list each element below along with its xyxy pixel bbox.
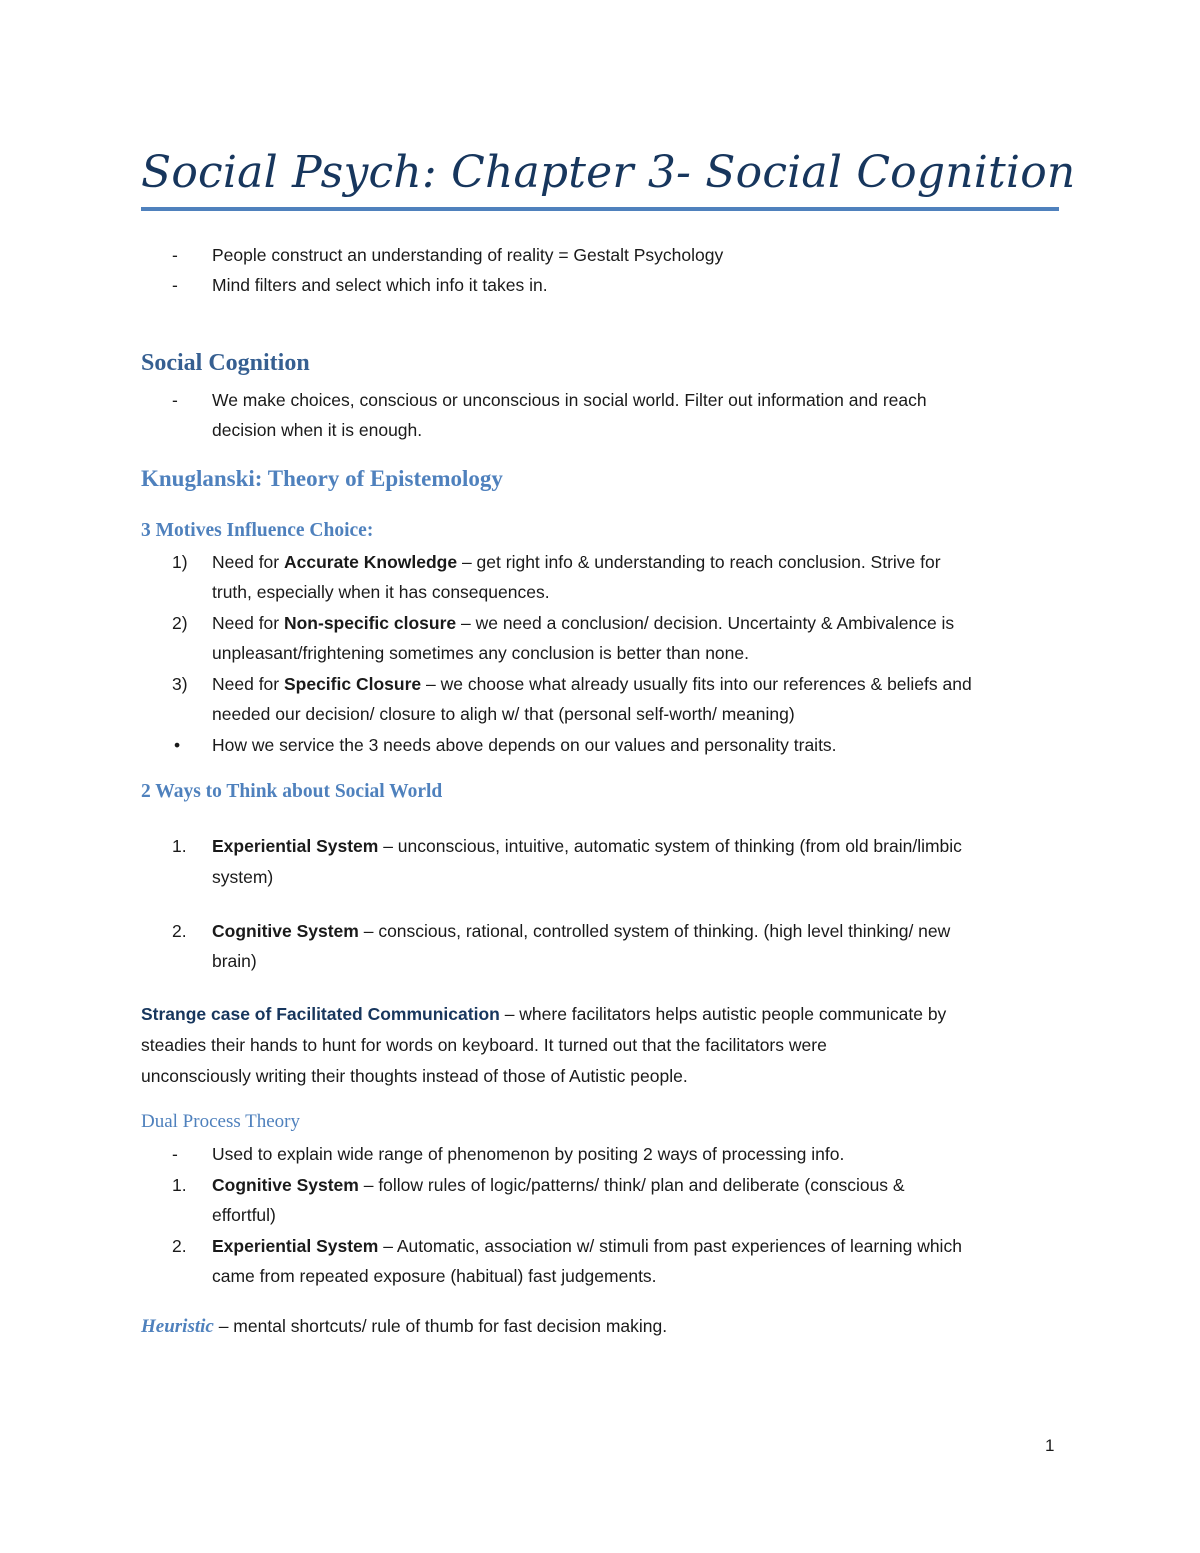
number-marker: 1) bbox=[172, 552, 188, 572]
paragraph-text: – where facilitators helps autistic people communicate by bbox=[499, 1004, 947, 1024]
intro-text: Mind filters and select which info it takes in. bbox=[212, 275, 548, 295]
item-text: – conscious, rational, controlled system of thinking. (high level thinking/ new bbox=[358, 921, 951, 941]
heading-two-ways: 2 Ways to Think about Social World bbox=[141, 781, 443, 802]
item-prefix: Need for bbox=[212, 552, 284, 572]
heading-three-motives: 3 Motives Influence Choice: bbox=[141, 520, 374, 541]
item-prefix: Need for bbox=[212, 613, 284, 633]
paragraph-text: unconsciously writing their thoughts instead of those of Autistic people. bbox=[141, 1066, 688, 1086]
item-text: – Automatic, association w/ stimuli from past experiences of learning which bbox=[378, 1236, 962, 1256]
heuristic-term: Heuristic bbox=[141, 1316, 214, 1337]
item-text: – we choose what already usually fits into our references & beliefs and bbox=[421, 674, 972, 694]
number-marker: 1. bbox=[172, 1175, 187, 1195]
item-term: Cognitive System bbox=[212, 921, 359, 941]
item-text: Used to explain wide range of phenomenon by positing 2 ways of processing info. bbox=[212, 1144, 845, 1164]
bullet-marker: • bbox=[174, 735, 181, 755]
item-term: Cognitive System bbox=[212, 1175, 359, 1195]
dash-marker: - bbox=[172, 1144, 178, 1164]
item-text: truth, especially when it has consequences. bbox=[212, 582, 550, 602]
facilitated-term: Strange case of Facilitated Communication bbox=[141, 1004, 500, 1024]
title-underline-rule bbox=[141, 207, 1059, 211]
paragraph-text: steadies their hands to hunt for words on keyboard. It turned out that the facilitators were bbox=[141, 1035, 827, 1055]
heading-knuglanski: Knuglanski: Theory of Epistemology bbox=[141, 466, 503, 491]
number-marker: 1. bbox=[172, 836, 187, 856]
page-number: 1 bbox=[1045, 1436, 1055, 1455]
dash-marker: - bbox=[172, 245, 178, 265]
document-title: Social Psych: Chapter 3- Social Cognition bbox=[141, 147, 1076, 198]
heading-dual-process: Dual Process Theory bbox=[141, 1111, 301, 1132]
number-marker: 2) bbox=[172, 613, 188, 633]
item-text: system) bbox=[212, 867, 274, 887]
item-text: needed our decision/ closure to aligh w/ that (personal self-worth/ meaning) bbox=[212, 704, 795, 724]
item-text: – get right info & understanding to reach conclusion. Strive for bbox=[457, 552, 941, 572]
item-text: – we need a conclusion/ decision. Uncertainty & Ambivalence is bbox=[456, 613, 955, 633]
number-marker: 2. bbox=[172, 921, 187, 941]
item-text: We make choices, conscious or unconscious in social world. Filter out information and reach bbox=[212, 390, 927, 410]
item-prefix: Need for bbox=[212, 674, 284, 694]
item-term: Experiential System bbox=[212, 836, 379, 856]
dash-marker: - bbox=[172, 390, 178, 410]
item-term: Specific Closure bbox=[283, 674, 422, 694]
item-term: Non-specific closure bbox=[283, 613, 457, 633]
item-text: – unconscious, intuitive, automatic system of thinking (from old brain/limbic bbox=[378, 836, 962, 856]
number-marker: 2. bbox=[172, 1236, 187, 1256]
item-text: – follow rules of logic/patterns/ think/ plan and deliberate (conscious & bbox=[358, 1175, 905, 1195]
number-marker: 3) bbox=[172, 674, 188, 694]
intro-text: People construct an understanding of reality = Gestalt Psychology bbox=[212, 245, 724, 265]
item-term: Accurate Knowledge bbox=[283, 552, 458, 572]
item-text: effortful) bbox=[212, 1205, 276, 1225]
dash-marker: - bbox=[172, 275, 178, 295]
item-text: decision when it is enough. bbox=[212, 420, 423, 440]
item-text: How we service the 3 needs above depends on our values and personality traits. bbox=[212, 735, 837, 755]
heading-social-cognition: Social Cognition bbox=[141, 350, 310, 376]
paragraph-text: – mental shortcuts/ rule of thumb for fast decision making. bbox=[213, 1316, 668, 1336]
item-text: brain) bbox=[212, 951, 257, 971]
item-term: Experiential System bbox=[212, 1236, 379, 1256]
item-text: unpleasant/frightening sometimes any conclusion is better than none. bbox=[212, 643, 749, 663]
item-text: came from repeated exposure (habitual) fast judgements. bbox=[212, 1266, 657, 1286]
